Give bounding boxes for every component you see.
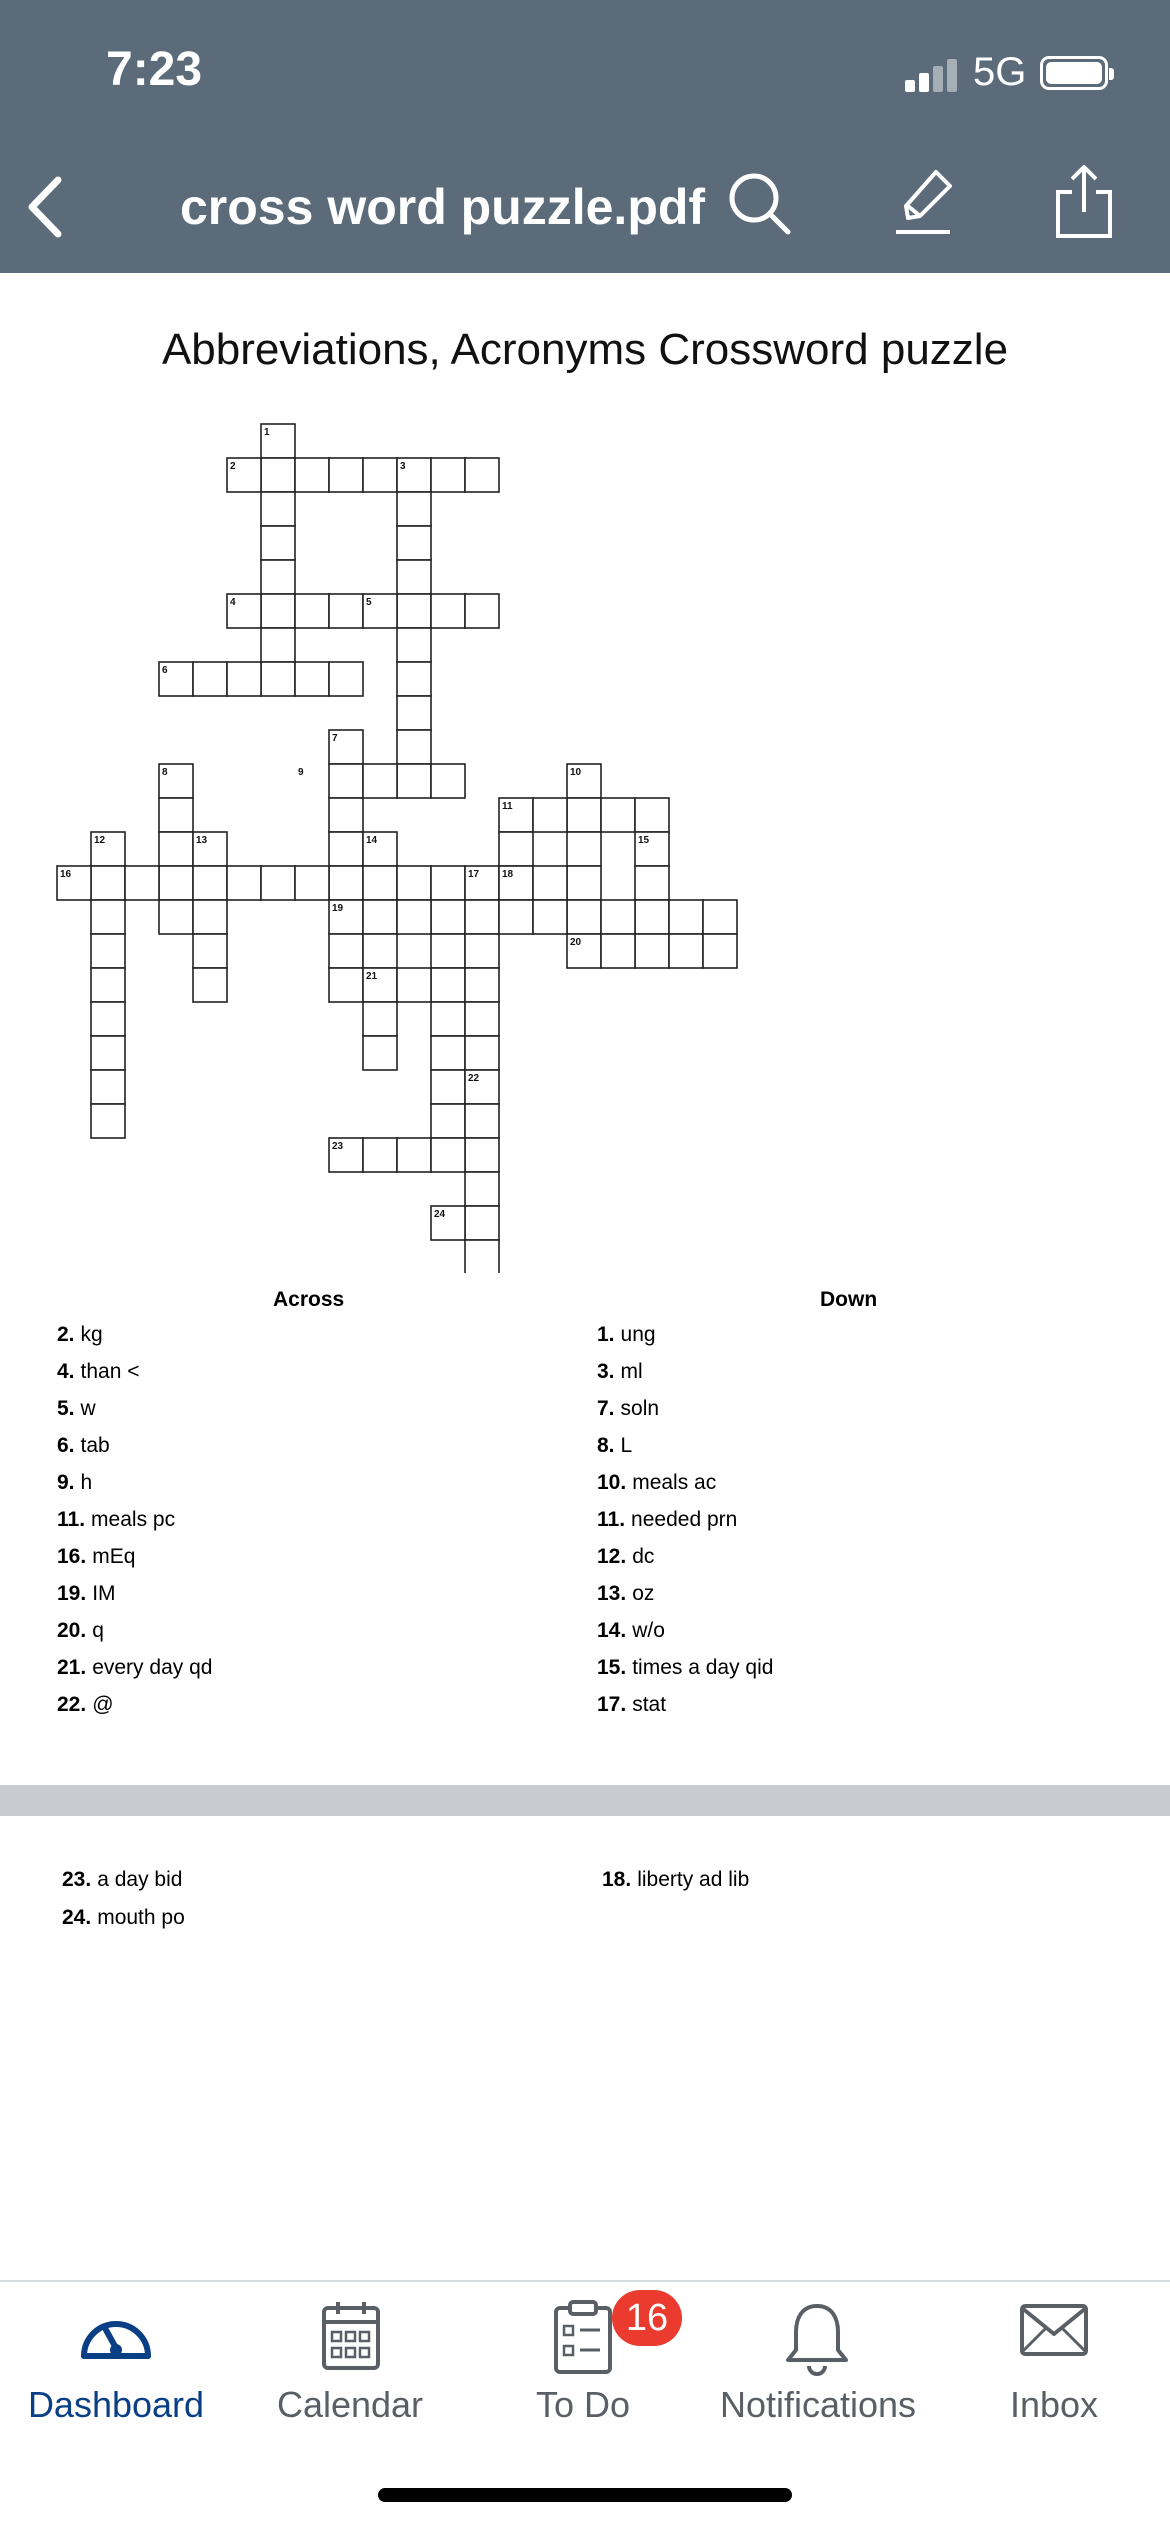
grid-cell: [533, 866, 567, 900]
document-title: cross word puzzle.pdf: [180, 179, 706, 235]
clipboard-checklist-icon: [552, 2300, 614, 2376]
highlighter-icon[interactable]: [892, 166, 956, 240]
grid-cell: [703, 900, 737, 934]
grid-cell: [261, 526, 295, 560]
grid-cell: [465, 934, 499, 968]
grid-cell: [567, 832, 601, 866]
grid-cell: [465, 1138, 499, 1172]
grid-cell: [499, 900, 533, 934]
grid-clue-number: 8: [162, 767, 168, 778]
status-time: 7:23: [106, 43, 203, 96]
grid-clue-number: 23: [332, 1141, 344, 1152]
clue-item: 20. q: [57, 1619, 104, 1642]
tab-dashboard[interactable]: [0, 2282, 232, 2462]
page-separator: [0, 1785, 1170, 1816]
signal-strength-icon: [905, 58, 961, 92]
grid-clue-number: 3: [400, 461, 406, 472]
envelope-icon: [1018, 2300, 1090, 2360]
grid-clue-number: 7: [332, 733, 338, 744]
clue-item: 19. IM: [57, 1582, 116, 1605]
grid-cell: [159, 900, 193, 934]
grid-cell: [397, 628, 431, 662]
clue-item: 3. ml: [597, 1360, 643, 1383]
clue-item: 4. than <: [57, 1360, 140, 1383]
down-header: Down: [820, 1288, 878, 1311]
grid-cell: [91, 968, 125, 1002]
grid-cell: [261, 458, 295, 492]
grid-cell: [329, 594, 363, 628]
grid-clue-number: 19: [332, 903, 344, 914]
clue-item: 7. soln: [597, 1397, 660, 1420]
grid-cell: [261, 560, 295, 594]
grid-cell: [431, 1070, 465, 1104]
grid-cell: [227, 866, 261, 900]
grid-clue-number: 22: [468, 1073, 480, 1084]
grid-cell: [431, 594, 465, 628]
grid-cell: [397, 526, 431, 560]
grid-cell: [397, 696, 431, 730]
grid-clue-number: 12: [94, 835, 106, 846]
grid-clue-number: 16: [60, 869, 72, 880]
grid-cell: [329, 798, 363, 832]
clue-item: 10. meals ac: [597, 1471, 717, 1494]
grid-cell: [567, 798, 601, 832]
grid-clue-number: 2: [230, 461, 236, 472]
tab-dashboard-label: Dashboard: [27, 2384, 205, 2425]
grid-cell: [465, 1104, 499, 1138]
grid-cell: [91, 1036, 125, 1070]
grid-cell: [431, 1138, 465, 1172]
clue-item: 14. w/o: [597, 1619, 665, 1642]
grid-cell: [397, 866, 431, 900]
grid-cell: [295, 662, 329, 696]
grid-clue-number: 13: [196, 835, 208, 846]
grid-cell: [567, 866, 601, 900]
grid-cell: [91, 934, 125, 968]
clue-item: 23. a day bid: [62, 1868, 183, 1891]
tab-inbox-label: Inbox: [1009, 2384, 1099, 2425]
grid-cell: [431, 764, 465, 798]
grid-cell: [159, 866, 193, 900]
grid-cell: [329, 968, 363, 1002]
clue-item: 16. mEq: [57, 1545, 136, 1568]
search-icon[interactable]: [726, 170, 794, 238]
grid-cell: [431, 458, 465, 492]
grid-cell: [431, 900, 465, 934]
todo-count-badge: 16: [612, 2290, 682, 2346]
tab-calendar-label: Calendar: [276, 2384, 424, 2425]
bell-icon: [782, 2300, 852, 2376]
grid-clue-number: 24: [434, 1209, 446, 1220]
grid-clue-number: 18: [502, 869, 514, 880]
grid-cell: [431, 866, 465, 900]
grid-cell: [363, 1138, 397, 1172]
clue-item: 18. liberty ad lib: [602, 1868, 750, 1891]
tab-todo-label: To Do: [535, 2384, 631, 2425]
grid-cell: [601, 900, 635, 934]
grid-cell: [465, 1172, 499, 1206]
grid-cell: [703, 934, 737, 968]
grid-cell: [635, 934, 669, 968]
grid-cell: [91, 1002, 125, 1036]
grid-cell: [465, 1002, 499, 1036]
grid-clue-number: 21: [366, 971, 378, 982]
grid-clue-number: 11: [502, 801, 513, 812]
grid-cell: [193, 662, 227, 696]
grid-clue-number: 5: [366, 597, 372, 608]
puzzle-title: Abbreviations, Acronyms Crossword puzzle: [161, 325, 1009, 374]
grid-cell: [397, 560, 431, 594]
battery-icon: [1040, 56, 1108, 90]
grid-cell: [193, 866, 227, 900]
grid-cell: [261, 594, 295, 628]
network-type: 5G: [973, 50, 1027, 94]
grid-cell: [91, 1104, 125, 1138]
chevron-left-icon[interactable]: [20, 174, 70, 240]
grid-cell: [465, 1240, 499, 1273]
grid-cell: [499, 832, 533, 866]
grid-cell: [261, 662, 295, 696]
grid-cell: [397, 900, 431, 934]
grid-cell: [431, 934, 465, 968]
grid-cell: [363, 900, 397, 934]
clue-item: 1. ung: [597, 1323, 656, 1346]
grid-cell: [533, 798, 567, 832]
grid-cell: [193, 900, 227, 934]
clue-item: 9. h: [57, 1471, 93, 1494]
grid-cell: [465, 968, 499, 1002]
grid-cell: [465, 458, 499, 492]
grid-cell: [601, 798, 635, 832]
grid-cell: [601, 934, 635, 968]
clue-item: 15. times a day qid: [597, 1656, 774, 1679]
grid-cell: [363, 764, 397, 798]
grid-cell: [329, 662, 363, 696]
grid-cell: [329, 764, 363, 798]
clue-item: 24. mouth po: [62, 1906, 185, 1929]
grid-clue-number: 20: [570, 937, 582, 948]
grid-cell: [261, 628, 295, 662]
grid-cell: [363, 1036, 397, 1070]
grid-cell: [431, 1002, 465, 1036]
grid-cell: [261, 866, 295, 900]
grid-cell: [363, 934, 397, 968]
grid-cell: [159, 798, 193, 832]
clue-item: 2. kg: [57, 1323, 103, 1346]
grid-clue-number: 10: [570, 767, 582, 778]
grid-cell: [397, 764, 431, 798]
grid-clue-number: 6: [162, 665, 168, 676]
grid-cell: [295, 458, 329, 492]
grid-cell: [159, 832, 193, 866]
grid-cell: [567, 900, 601, 934]
pdf-page-2[interactable]: [0, 1816, 1170, 2280]
grid-cell: [533, 900, 567, 934]
grid-cell: [669, 934, 703, 968]
clue-item: 11. needed prn: [597, 1508, 738, 1531]
grid-cell: [635, 866, 669, 900]
grid-cell: [193, 934, 227, 968]
home-indicator: [378, 2488, 792, 2502]
grid-cell: [295, 594, 329, 628]
grid-cell: [329, 832, 363, 866]
grid-clue-number: 15: [638, 835, 650, 846]
grid-cell: [465, 1036, 499, 1070]
grid-cell: [91, 866, 125, 900]
grid-cell: [397, 1138, 431, 1172]
grid-cell: [193, 968, 227, 1002]
grid-clue-number: 4: [230, 597, 236, 608]
grid-cell: [227, 662, 261, 696]
tab-calendar[interactable]: [232, 2282, 468, 2462]
grid-cell: [431, 1104, 465, 1138]
grid-cell: [431, 1036, 465, 1070]
tab-inbox[interactable]: [938, 2282, 1170, 2462]
calendar-icon: [320, 2300, 382, 2374]
tab-notifications[interactable]: [698, 2282, 938, 2462]
clue-item: 8. L: [597, 1434, 633, 1457]
clue-item: 11. meals pc: [57, 1508, 176, 1531]
grid-cell: [91, 900, 125, 934]
grid-cell: [465, 594, 499, 628]
grid-cell: [329, 866, 363, 900]
grid-clue-number: 1: [264, 427, 270, 438]
grid-cell: [363, 458, 397, 492]
clue-item: 13. oz: [597, 1582, 655, 1605]
grid-cell: [397, 492, 431, 526]
grid-cell: [635, 798, 669, 832]
grid-cell: [397, 594, 431, 628]
grid-cell: [465, 900, 499, 934]
grid-cell: [91, 1070, 125, 1104]
clue-item: 21. every day qd: [57, 1656, 213, 1679]
grid-cell: [635, 900, 669, 934]
grid-cell: [465, 1206, 499, 1240]
grid-cell: [329, 934, 363, 968]
crossword-grid: [0, 273, 1170, 1273]
document-nav-bar: [0, 140, 1170, 273]
grid-cell: [397, 662, 431, 696]
status-bar: [0, 0, 1170, 140]
pdf-page-1[interactable]: [0, 273, 1170, 1785]
grid-cell: [397, 730, 431, 764]
clue-item: 6. tab: [57, 1434, 110, 1457]
clue-item: 22. @: [57, 1693, 114, 1716]
share-icon[interactable]: [1052, 162, 1116, 242]
across-header: Across: [273, 1288, 345, 1311]
grid-cell: [261, 492, 295, 526]
grid-cell: [363, 866, 397, 900]
grid-cell: [329, 458, 363, 492]
clue-item: 5. w: [57, 1397, 96, 1420]
grid-clue-number: 14: [366, 835, 378, 846]
grid-cell: [669, 900, 703, 934]
clue-item: 17. stat: [597, 1693, 667, 1716]
grid-cell: [431, 968, 465, 1002]
clue-item: 12. dc: [597, 1545, 655, 1568]
grid-cell: [363, 1002, 397, 1036]
grid-clue-number: 17: [468, 869, 480, 880]
dashboard-gauge-icon: [76, 2300, 156, 2370]
grid-cell: [397, 968, 431, 1002]
tab-notifications-label: Notifications: [719, 2384, 917, 2425]
grid-cell: [125, 866, 159, 900]
grid-cell: [295, 866, 329, 900]
grid-clue-number: 9: [298, 767, 304, 778]
